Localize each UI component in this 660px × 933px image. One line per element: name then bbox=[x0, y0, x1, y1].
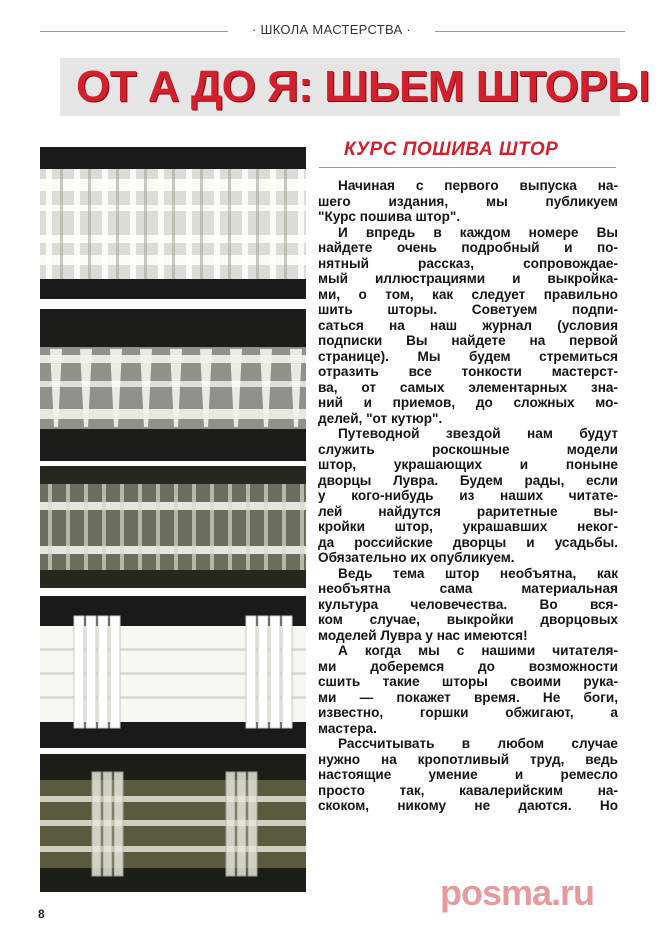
article-line: странице). Мы будем стремиться bbox=[318, 348, 618, 364]
article-line: лей найдутся раритетные вы- bbox=[318, 503, 618, 519]
section-name: · ШКОЛА МАСТЕРСТВА · bbox=[251, 22, 412, 37]
article-line: шего издания, мы публикуем bbox=[318, 193, 618, 209]
curtain-tape-image-4 bbox=[40, 596, 306, 748]
article-subtitle: КУРС ПОШИВА ШТОР bbox=[344, 139, 559, 160]
curtain-tape-image-5 bbox=[40, 754, 306, 892]
article-line: делей, "от кутюр". bbox=[318, 410, 443, 426]
article-line: мый иллюстрациями и выкройка- bbox=[318, 271, 618, 286]
title-band bbox=[60, 58, 650, 116]
article-body bbox=[318, 178, 618, 814]
article-line: служить роскошные модели bbox=[318, 441, 618, 457]
curtain-tape-photo-5 bbox=[40, 754, 306, 892]
header-rule-right bbox=[435, 31, 625, 32]
article-line: отразить все тонкости мастерст- bbox=[318, 364, 618, 379]
article-line: найдете очень подробный и по- bbox=[318, 240, 618, 255]
article-line: ми — покажет время. Не боги, bbox=[318, 689, 618, 705]
article-line: нятный рассказ, сопровождае- bbox=[318, 255, 618, 271]
article-line: ком случае, выкройки дворцовых bbox=[318, 612, 618, 627]
article-line: настоящие умение и ремесло bbox=[318, 767, 618, 782]
curtain-tape-photo-3 bbox=[40, 466, 306, 588]
curtain-tape-photo-2 bbox=[40, 309, 306, 461]
article-line: штор, украшающих и поныне bbox=[318, 457, 618, 472]
section-header bbox=[40, 22, 626, 40]
article-line: А когда мы с нашими читателя- bbox=[338, 643, 618, 658]
article-line: ми, о том, как следует правильно bbox=[318, 286, 618, 302]
header-rule-left bbox=[40, 31, 228, 32]
article-line: мастера. bbox=[318, 720, 377, 736]
article-line: Ведь тема штор необъятна, как bbox=[338, 565, 618, 581]
watermark: posma.ru bbox=[440, 872, 595, 913]
article-line: моделей Лувра у нас имеются! bbox=[318, 627, 528, 643]
article-line: просто так, кавалерийским на- bbox=[318, 782, 618, 798]
article-line: ми доберемся до возможности bbox=[318, 658, 618, 674]
article-line: нужно на кропотливый труд, ведь bbox=[318, 751, 618, 767]
subtitle-rule bbox=[319, 167, 616, 168]
article-line: Путеводной звездой нам будут bbox=[338, 426, 618, 441]
article-line: подписки Вы найдете на первой bbox=[318, 333, 618, 348]
curtain-tape-photo-4 bbox=[40, 596, 306, 748]
article-line: дворцы Лувра. Будем рады, если bbox=[318, 472, 618, 488]
article-line: культура человечества. Во вся- bbox=[318, 596, 618, 612]
page-number: 8 bbox=[38, 907, 45, 921]
article-line: да российские дворцы и усадьбы. bbox=[318, 534, 618, 550]
article-line: ний и приемов, до сложных мо- bbox=[318, 395, 618, 410]
article-line: Начиная с первого выпуска на- bbox=[338, 178, 618, 193]
curtain-tape-image-1 bbox=[40, 147, 306, 299]
curtain-tape-photo-1 bbox=[40, 147, 306, 299]
article-line: сшить такие шторы своими рука- bbox=[318, 674, 618, 689]
curtain-tape-image-2 bbox=[40, 309, 306, 461]
article-line: необъятна сама материальная bbox=[318, 581, 618, 596]
article-line: Обязательно их опубликуем. bbox=[318, 550, 515, 565]
article-line: И впредь в каждом номере Вы bbox=[338, 224, 618, 240]
curtain-tape-image-3 bbox=[40, 466, 306, 588]
article-line: у кого-нибудь из наших читате- bbox=[318, 488, 618, 503]
article-line: известно, горшки обжигают, а bbox=[318, 705, 618, 720]
article-line: Рассчитывать в любом случае bbox=[338, 736, 618, 751]
article-line: саться на наш журнал (условия bbox=[318, 317, 618, 333]
article-line: скоком, никому не даются. Но bbox=[318, 798, 618, 813]
article-line: ва, от самых элементарных зна- bbox=[318, 379, 618, 395]
article-line: кройки штор, украшавших неког- bbox=[318, 519, 618, 534]
article-line: "Курс пошива штор". bbox=[318, 209, 461, 224]
page-title: ОТ А ДО Я: ШЬЕМ ШТОРЫ bbox=[76, 62, 650, 111]
article-line: шить шторы. Советуем подпи- bbox=[318, 302, 618, 317]
